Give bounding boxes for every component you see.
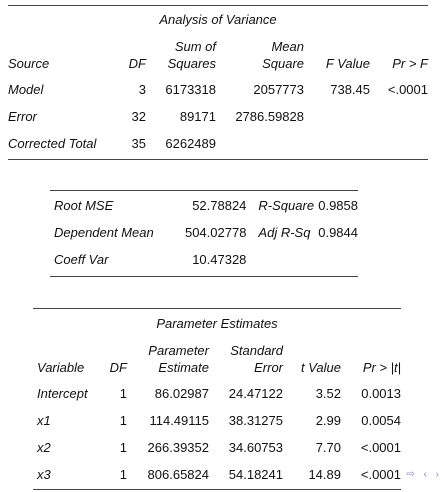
t-value-cell: 14.89 bbox=[308, 467, 341, 482]
parameter-estimates-table bbox=[33, 310, 401, 488]
p-value-cell: 0.0013 bbox=[361, 386, 401, 401]
std-error-cell: 34.60753 bbox=[228, 440, 283, 455]
p-cell: <.0001 bbox=[387, 82, 428, 97]
fit-value: 10.47328 bbox=[192, 252, 247, 267]
fit-value-2: 0.9858 bbox=[318, 198, 358, 213]
col-header-mean-square: Mean Square bbox=[262, 39, 304, 71]
fit-label-2: Adj R-Sq bbox=[258, 225, 311, 240]
f-cell: 738.45 bbox=[330, 82, 370, 97]
params-bottom-rule bbox=[33, 489, 401, 490]
col-header-pr-t: Pr > |t| bbox=[362, 360, 401, 375]
col-header-t-value: t Value bbox=[301, 360, 341, 375]
estimate-cell: 806.65824 bbox=[147, 467, 209, 482]
df-cell: 32 bbox=[131, 109, 146, 124]
f-cell bbox=[304, 103, 370, 130]
ss-cell: 89171 bbox=[179, 109, 216, 124]
anova-bottom-rule bbox=[8, 159, 428, 160]
p-value-cell: <.0001 bbox=[360, 467, 401, 482]
col-header-df: DF bbox=[128, 56, 146, 71]
col-header-f-value: F Value bbox=[325, 56, 370, 71]
table-row bbox=[33, 434, 401, 461]
ss-cell: 6262489 bbox=[165, 136, 216, 151]
table-row bbox=[50, 192, 358, 219]
estimate-cell: 266.39352 bbox=[147, 440, 209, 455]
fit-top-rule bbox=[50, 190, 358, 191]
fit-value: 504.02778 bbox=[184, 225, 247, 240]
table-row bbox=[50, 219, 358, 246]
table-row bbox=[8, 76, 428, 103]
table-row bbox=[50, 246, 358, 273]
p-cell bbox=[370, 130, 428, 157]
table-row bbox=[8, 103, 428, 130]
p-value-cell: 0.0054 bbox=[361, 413, 401, 428]
col-header-variable: Variable bbox=[37, 360, 85, 375]
anova-title: Analysis of Variance bbox=[159, 11, 277, 27]
fit-label: Dependent Mean bbox=[54, 225, 154, 240]
df-cell: 1 bbox=[119, 413, 127, 428]
f-cell bbox=[304, 130, 370, 157]
ms-cell bbox=[216, 130, 304, 157]
std-error-cell: 24.47122 bbox=[228, 386, 283, 401]
col-header-pr-f: Pr > F bbox=[392, 56, 428, 71]
source-cell: Model bbox=[8, 82, 44, 97]
fit-statistics-table bbox=[50, 192, 358, 273]
fit-bottom-rule bbox=[50, 276, 358, 277]
anova-table bbox=[8, 6, 428, 157]
ms-cell: 2786.59828 bbox=[235, 109, 304, 124]
slide-nav-icon[interactable]: ⇨ ‹ › bbox=[406, 469, 442, 480]
fit-label: Root MSE bbox=[54, 198, 114, 213]
fit-label-2 bbox=[246, 246, 318, 273]
col-header-parameter-estimate: Parameter Estimate bbox=[148, 343, 209, 375]
fit-value-2 bbox=[318, 246, 358, 273]
std-error-cell: 54.18241 bbox=[228, 467, 283, 482]
params-header-row bbox=[33, 336, 401, 380]
table-row bbox=[33, 407, 401, 434]
p-value-cell: <.0001 bbox=[360, 440, 401, 455]
variable-cell: x3 bbox=[37, 467, 51, 482]
fit-label-2: R-Square bbox=[258, 198, 315, 213]
ss-cell: 6173318 bbox=[165, 82, 216, 97]
params-top-rule bbox=[33, 308, 401, 309]
ms-cell: 2057773 bbox=[253, 82, 304, 97]
df-cell: 35 bbox=[131, 136, 146, 151]
variable-cell: Intercept bbox=[37, 386, 88, 401]
variable-cell: x1 bbox=[37, 413, 51, 428]
col-header-sum-of-squares: Sum of Squares bbox=[167, 39, 216, 71]
col-header-source: Source bbox=[8, 56, 50, 71]
df-cell: 3 bbox=[138, 82, 146, 97]
estimate-cell: 86.02987 bbox=[154, 386, 209, 401]
df-cell: 1 bbox=[119, 386, 127, 401]
estimate-cell: 114.49115 bbox=[149, 413, 209, 428]
df-cell: 1 bbox=[119, 467, 127, 482]
table-row bbox=[33, 380, 401, 407]
col-header-standard-error: Standard Error bbox=[230, 343, 283, 375]
table-row bbox=[33, 461, 401, 488]
df-cell: 1 bbox=[119, 440, 127, 455]
p-cell bbox=[370, 103, 428, 130]
t-value-cell: 7.70 bbox=[315, 440, 341, 455]
std-error-cell: 38.31275 bbox=[228, 413, 283, 428]
t-value-cell: 2.99 bbox=[315, 413, 341, 428]
table-row bbox=[8, 130, 428, 157]
params-title: Parameter Estimates bbox=[156, 315, 278, 331]
source-cell: Error bbox=[8, 109, 37, 124]
source-cell: Corrected Total bbox=[8, 136, 97, 151]
variable-cell: x2 bbox=[37, 440, 51, 455]
anova-header-row bbox=[8, 32, 428, 76]
t-value-cell: 3.52 bbox=[315, 386, 341, 401]
fit-label: Coeff Var bbox=[54, 252, 109, 267]
fit-value-2: 0.9844 bbox=[318, 225, 358, 240]
fit-value: 52.78824 bbox=[192, 198, 247, 213]
col-header-df: DF bbox=[109, 360, 127, 375]
